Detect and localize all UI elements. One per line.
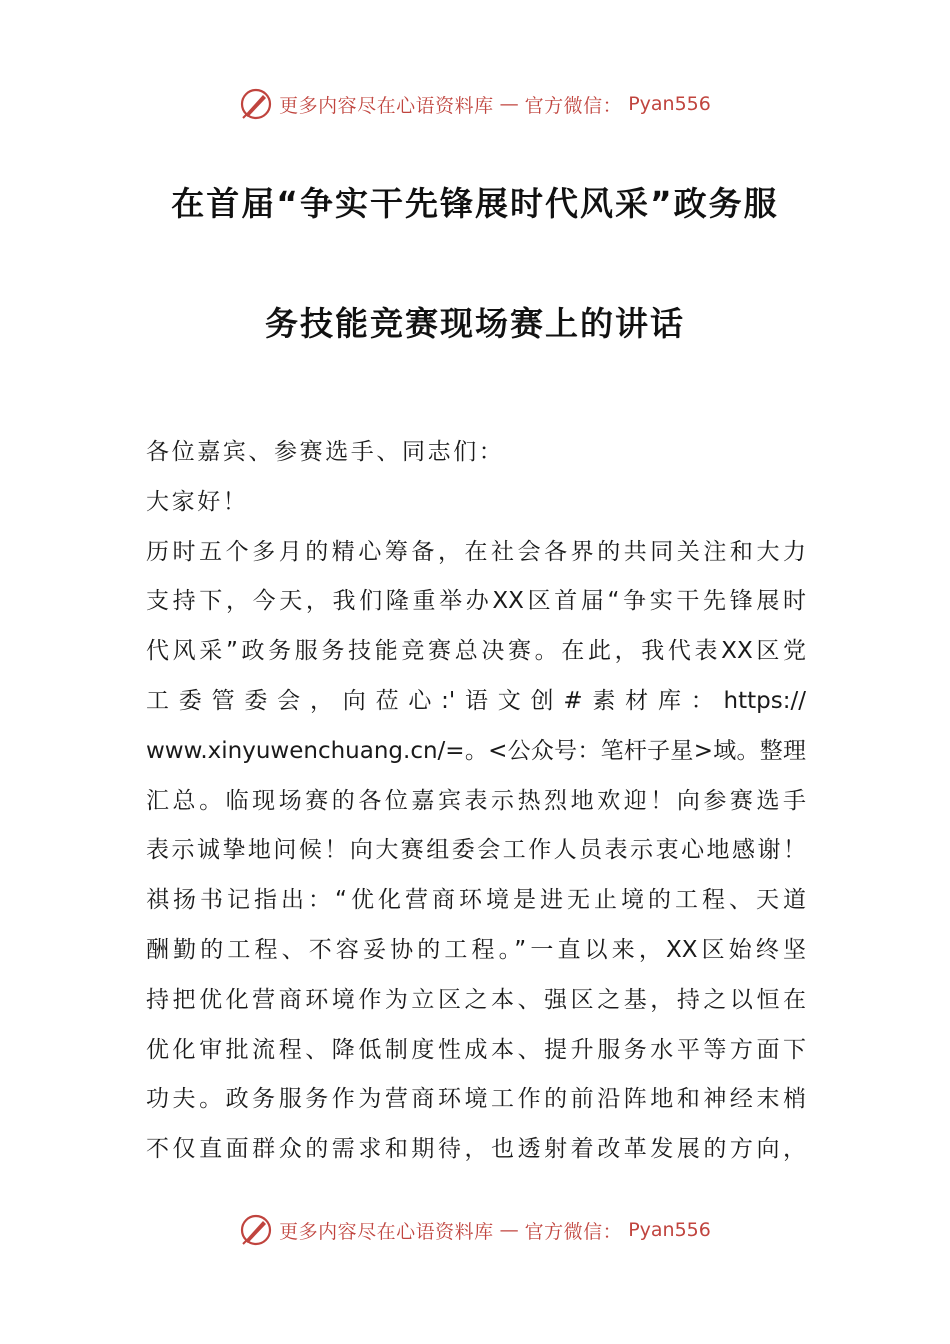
document-title-line-1: 在首届“争实干先锋展时代风采”政务服	[171, 184, 779, 223]
salutation: 各位嘉宾、参赛选手、同志们：	[146, 439, 505, 465]
pen-circle-logo-icon	[239, 1213, 273, 1247]
paragraph-line: 汇总。临现场赛的各位嘉宾表示热烈地欢迎！向参赛选手	[146, 787, 806, 814]
watermark-separator: —	[499, 93, 519, 115]
watermark-account: Pyan556	[628, 1219, 711, 1241]
paragraph-line: 祺扬书记指出：“优化营商环境是进无止境的工程、天道	[146, 887, 806, 914]
pen-circle-logo-icon	[239, 87, 273, 121]
paragraph-line: 不仅直面群众的需求和期待，也透射着改革发展的方向，	[146, 1136, 806, 1163]
paragraph-line: 支持下，今天，我们隆重举办XX区首届“争实干先锋展时	[146, 588, 806, 615]
footer-watermark	[0, 1210, 950, 1250]
paragraph-line: 优化审批流程、降低制度性成本、提升服务水平等方面下	[146, 1036, 806, 1063]
document-title-line-2: 务技能竞赛现场赛上的讲话	[265, 304, 685, 343]
document-body	[146, 428, 806, 1175]
paragraph-line: 表示诚挚地问候！向大赛组委会工作人员表示衷心地感谢！	[146, 837, 806, 864]
watermark-label: 官方微信：	[524, 94, 623, 117]
watermark-text: 更多内容尽在心语资料库	[279, 94, 494, 117]
watermark-separator: —	[499, 1219, 519, 1241]
watermark-label: 官方微信：	[524, 1220, 623, 1243]
paragraph-line: 功夫。政务服务作为营商环境工作的前沿阵地和神经末梢	[146, 1086, 806, 1113]
paragraph-line: www.xinyuwenchuang.cn/=。<公众号：笔杆子星>域。整理	[146, 737, 806, 764]
header-watermark	[0, 84, 950, 124]
watermark-account: Pyan556	[628, 93, 711, 115]
paragraph-line: 酬勤的工程、不容妥协的工程。”一直以来，XX区始终坚	[146, 936, 806, 963]
paragraph-line: 持把优化营商环境作为立区之本、强区之基，持之以恒在	[146, 986, 806, 1013]
watermark-text: 更多内容尽在心语资料库	[279, 1220, 494, 1243]
greeting: 大家好！	[146, 488, 249, 515]
paragraph-line: 工委管委会，向莅心:'语文创#素材库：https://	[146, 687, 806, 714]
paragraph-line: 历时五个多月的精心筹备，在社会各界的共同关注和大力	[146, 538, 806, 565]
paragraph-line: 代风采”政务服务技能竞赛总决赛。在此，我代表XX区党	[146, 638, 806, 665]
